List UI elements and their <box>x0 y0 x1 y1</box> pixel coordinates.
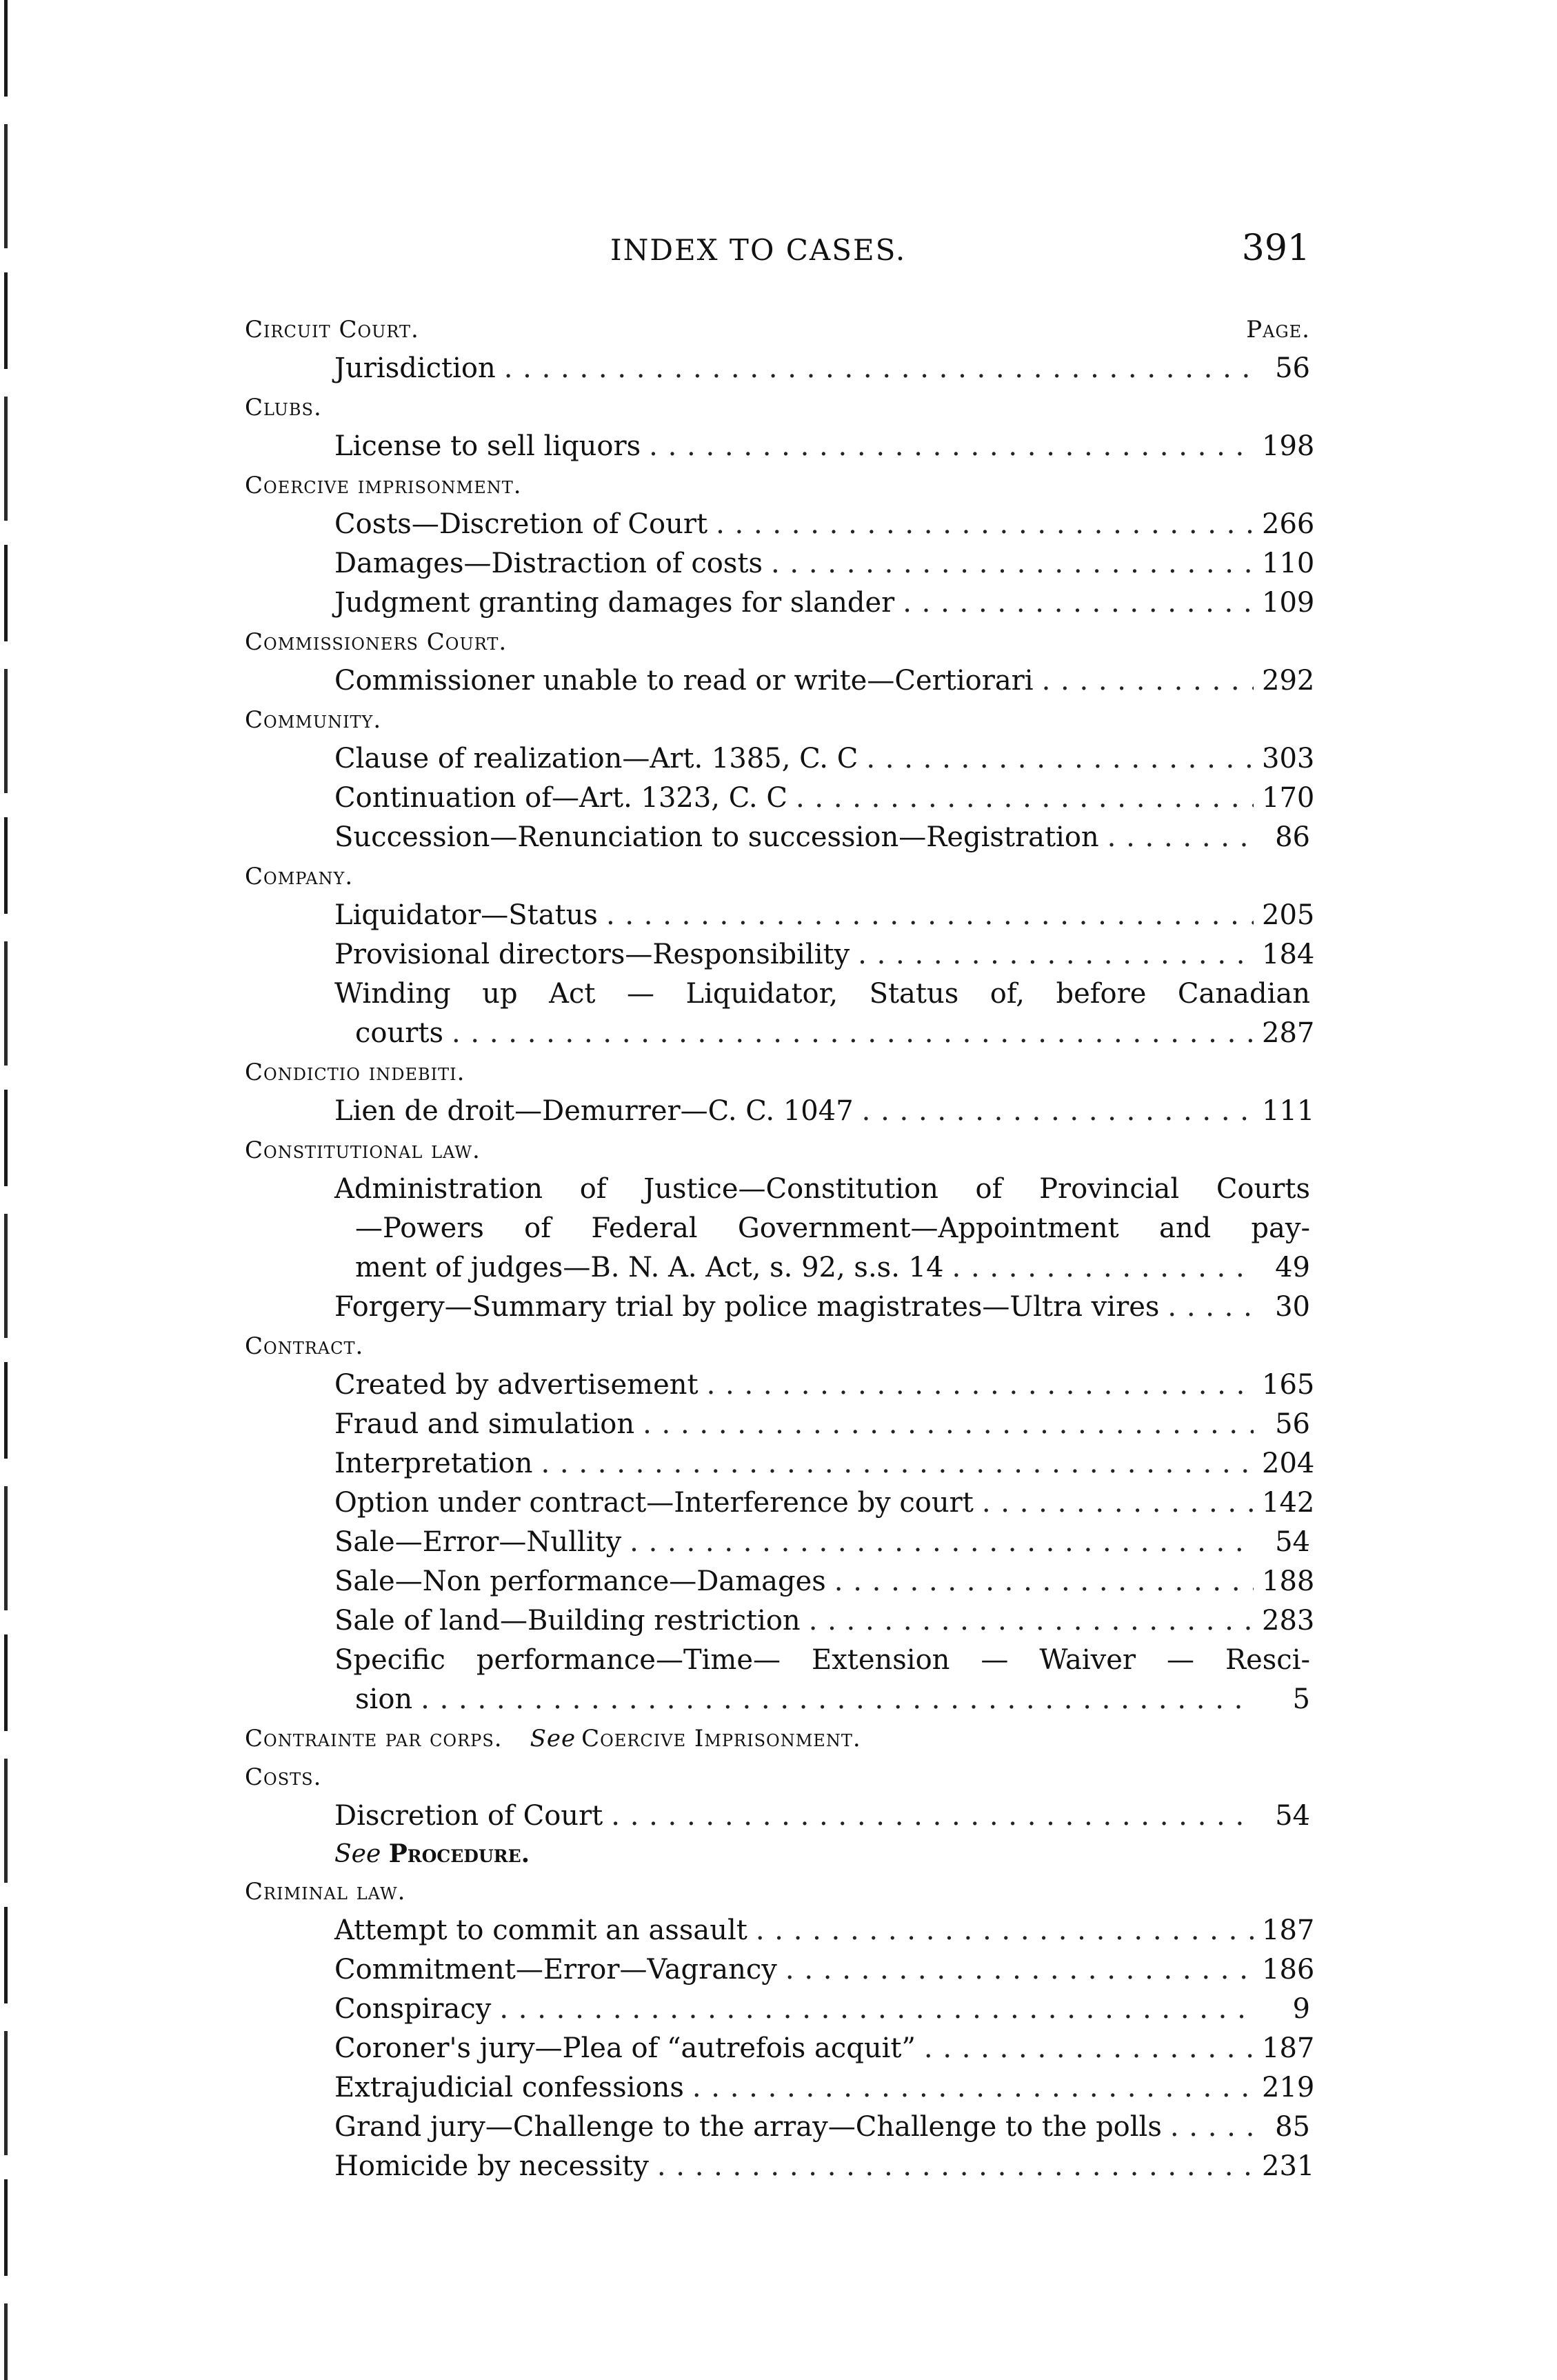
entry-text: Option under contract—Interference by court <box>334 1487 974 1519</box>
entry-page: 56 <box>1275 1408 1310 1440</box>
dot-leader <box>903 583 1254 623</box>
index-entry <box>245 1523 1310 1562</box>
running-head-title: INDEX TO CASES. <box>610 233 907 267</box>
index-entry <box>245 505 1315 544</box>
entry-text: Grand jury—Challenge to the array—Challenge to the polls <box>334 2111 1162 2143</box>
index-entry <box>245 1444 1315 1483</box>
dot-leader <box>771 544 1254 583</box>
dot-leader <box>862 1092 1254 1131</box>
index-entry <box>245 1483 1315 1523</box>
dot-leader <box>924 2029 1254 2068</box>
entry-text: Coroner's jury—Plea of “autrefois acquit” <box>334 2032 916 2064</box>
entry-text: Discretion of Court <box>334 1800 603 1832</box>
dot-leader <box>809 1601 1254 1641</box>
dot-leader <box>630 1523 1254 1562</box>
dot-leader <box>952 1248 1254 1288</box>
entry-text: Attempt to commit an assault <box>334 1914 747 1946</box>
index-entry <box>245 1911 1315 1950</box>
entry-page: 9 <box>1292 1993 1310 2025</box>
see-also-line <box>245 1836 1310 1872</box>
entry-text: Forgery—Summary trial by police magistrates—Ultra vires <box>334 1291 1160 1323</box>
entry-text: Winding up Act — Liquidator, Status of, before Canadian <box>334 978 1310 1010</box>
entry-text-continued: —Powers of Federal Government—Appointment and pay- <box>355 1212 1310 1244</box>
see-target: Procedure. <box>388 1839 530 1868</box>
dot-leader <box>657 2147 1254 2186</box>
index-entry <box>245 1092 1315 1131</box>
index-entry <box>245 2068 1315 2108</box>
entry-page: 54 <box>1275 1800 1310 1832</box>
entry-text: Specific performance—Time— Extension — Waiver — Resci- <box>334 1644 1310 1676</box>
entry-text: Extrajudicial confessions <box>334 2072 684 2103</box>
dot-leader <box>982 1483 1254 1523</box>
index-entry <box>245 1562 1315 1601</box>
entry-text-continued: courts <box>355 1017 443 1049</box>
index-entry <box>245 661 1315 701</box>
section-heading: Condictio indebiti. <box>245 1059 465 1086</box>
entry-text: License to sell liquors <box>334 430 641 462</box>
entry-continuation <box>334 1014 1315 1053</box>
entry-text: Provisional directors—Responsibility <box>334 939 850 970</box>
index-entry <box>245 896 1315 935</box>
entry-page: 111 <box>1262 1095 1315 1127</box>
section-heading: Costs. <box>245 1763 322 1791</box>
index-entry <box>245 1170 1310 1288</box>
dot-leader <box>606 896 1254 935</box>
section-heading: Circuit Court. <box>245 316 419 343</box>
dot-leader <box>796 779 1254 818</box>
entry-text: Created by advertisement <box>334 1369 699 1401</box>
index-page <box>245 228 1315 2186</box>
dot-leader <box>785 1950 1254 1990</box>
entry-text: Interpretation <box>334 1448 533 1479</box>
index-entry <box>245 1601 1315 1641</box>
index-entry <box>245 1288 1310 1327</box>
index-entry <box>245 779 1315 818</box>
dot-leader <box>1170 2108 1254 2147</box>
index-entry <box>245 974 1315 1053</box>
index-entry <box>245 2029 1315 2068</box>
index-entry <box>245 935 1315 974</box>
page-column-label: Page. <box>1246 316 1310 343</box>
entry-page: 188 <box>1262 1566 1315 1597</box>
scan-edge-shadow <box>4 0 8 2380</box>
entry-page: 5 <box>1292 1683 1310 1715</box>
index-entry <box>245 583 1315 623</box>
dot-leader <box>504 349 1254 388</box>
section-heading: Community. <box>245 706 382 734</box>
dot-leader <box>707 1366 1254 1405</box>
dot-leader <box>692 2068 1254 2108</box>
running-head <box>245 228 1310 283</box>
entry-text: Costs—Discretion of Court <box>334 508 708 540</box>
entry-page: 86 <box>1275 821 1310 853</box>
index-entry <box>245 2108 1310 2147</box>
entry-text: Sale—Error—Nullity <box>334 1526 622 1558</box>
index-entry <box>245 1950 1315 1990</box>
entry-page: 56 <box>1275 352 1310 384</box>
section-heading: Contract. <box>245 1332 364 1360</box>
index-entry <box>245 427 1315 466</box>
entry-continuation <box>334 1680 1310 1719</box>
entry-page: 110 <box>1262 548 1315 579</box>
entry-text: Liquidator—Status <box>334 899 598 931</box>
entry-page: 142 <box>1262 1487 1315 1519</box>
entry-page: 49 <box>1275 1252 1310 1283</box>
index-entry <box>245 1405 1310 1444</box>
entry-text: Administration of Justice—Constitution of Provincial Courts <box>334 1173 1310 1205</box>
section-heading-text: Contrainte par corps. <box>245 1725 503 1752</box>
entry-text: Fraud and simulation <box>334 1408 635 1440</box>
entry-page: 85 <box>1275 2111 1310 2143</box>
section-heading: Constitutional law. <box>245 1137 481 1164</box>
entry-page: 30 <box>1275 1291 1310 1323</box>
entry-page: 170 <box>1262 782 1315 814</box>
entry-page: 303 <box>1262 743 1315 774</box>
index-entry <box>245 1366 1315 1405</box>
entry-continuation <box>334 1248 1310 1288</box>
entry-page: 219 <box>1262 2072 1315 2103</box>
section-heading: Clubs. <box>245 394 322 421</box>
dot-leader <box>499 1990 1254 2029</box>
section-heading: Criminal law. <box>245 1878 406 1906</box>
dot-leader <box>1167 1288 1254 1327</box>
page-number: 391 <box>1241 228 1310 269</box>
dot-leader <box>1042 661 1254 701</box>
entry-text-continued: sion <box>355 1683 413 1715</box>
entry-page: 292 <box>1262 665 1315 697</box>
dot-leader <box>834 1562 1254 1601</box>
entry-page: 165 <box>1262 1369 1315 1401</box>
entry-text: Sale of land—Building restriction <box>334 1605 801 1637</box>
entry-text: Judgment granting damages for slander <box>334 587 895 619</box>
dot-leader <box>1107 818 1254 857</box>
dot-leader <box>716 505 1254 544</box>
entry-text: Commitment—Error—Vagrancy <box>334 1954 777 1986</box>
entry-text: Clause of realization—Art. 1385, C. C <box>334 743 858 774</box>
entry-page: 287 <box>1262 1017 1315 1049</box>
index-entry <box>245 2147 1315 2186</box>
dot-leader <box>452 1014 1254 1053</box>
entry-text: Continuation of—Art. 1323, C. C <box>334 782 787 814</box>
entry-text-continued: ment of judges—B. N. A. Act, s. 92, s.s. 14 <box>355 1252 944 1283</box>
section-heading: Commissioners Court. <box>245 628 508 656</box>
dot-leader <box>756 1911 1254 1950</box>
index-entry <box>245 1641 1310 1719</box>
dot-leader <box>421 1680 1254 1719</box>
see-reference: See <box>530 1725 576 1752</box>
entry-page: 266 <box>1262 508 1315 540</box>
section-heading: Coercive imprisonment. <box>245 472 522 499</box>
entry-page: 231 <box>1262 2150 1315 2182</box>
dot-leader <box>611 1797 1254 1836</box>
entry-page: 204 <box>1262 1448 1315 1479</box>
dot-leader <box>866 739 1254 779</box>
entry-page: 109 <box>1262 587 1315 619</box>
entry-text: Conspiracy <box>334 1993 492 2025</box>
entry-page: 187 <box>1262 1914 1315 1946</box>
entry-text: Sale—Non performance—Damages <box>334 1566 826 1597</box>
index-entry <box>245 1990 1310 2029</box>
dot-leader <box>858 935 1254 974</box>
see-reference: See <box>334 1840 381 1868</box>
dot-leader <box>649 427 1254 466</box>
entry-page: 187 <box>1262 2032 1315 2064</box>
entry-text: Commissioner unable to read or write—Certiorari <box>334 665 1034 697</box>
entry-page: 205 <box>1262 899 1315 931</box>
entry-text: Jurisdiction <box>334 352 496 384</box>
index-entry <box>245 544 1315 583</box>
entry-text: Lien de droit—Demurrer—C. C. 1047 <box>334 1095 854 1127</box>
entry-page: 54 <box>1275 1526 1310 1558</box>
entry-page: 186 <box>1262 1954 1315 1986</box>
section-heading-row <box>245 310 1310 349</box>
see-target: Coercive Imprisonment. <box>581 1725 861 1752</box>
index-entry <box>245 1797 1310 1836</box>
section-heading <box>245 1719 1310 1758</box>
index-entry <box>245 739 1315 779</box>
index-entry <box>245 349 1310 388</box>
index-entry <box>245 818 1310 857</box>
entry-page: 283 <box>1262 1605 1315 1637</box>
dot-leader <box>541 1444 1254 1483</box>
entry-page: 184 <box>1262 939 1315 970</box>
entry-text: Damages—Distraction of costs <box>334 548 763 579</box>
section-heading: Company. <box>245 863 354 890</box>
entry-page: 198 <box>1262 430 1315 462</box>
entry-text: Homicide by necessity <box>334 2150 649 2182</box>
dot-leader <box>643 1405 1254 1444</box>
entry-text: Succession—Renunciation to succession—Registration <box>334 821 1099 853</box>
